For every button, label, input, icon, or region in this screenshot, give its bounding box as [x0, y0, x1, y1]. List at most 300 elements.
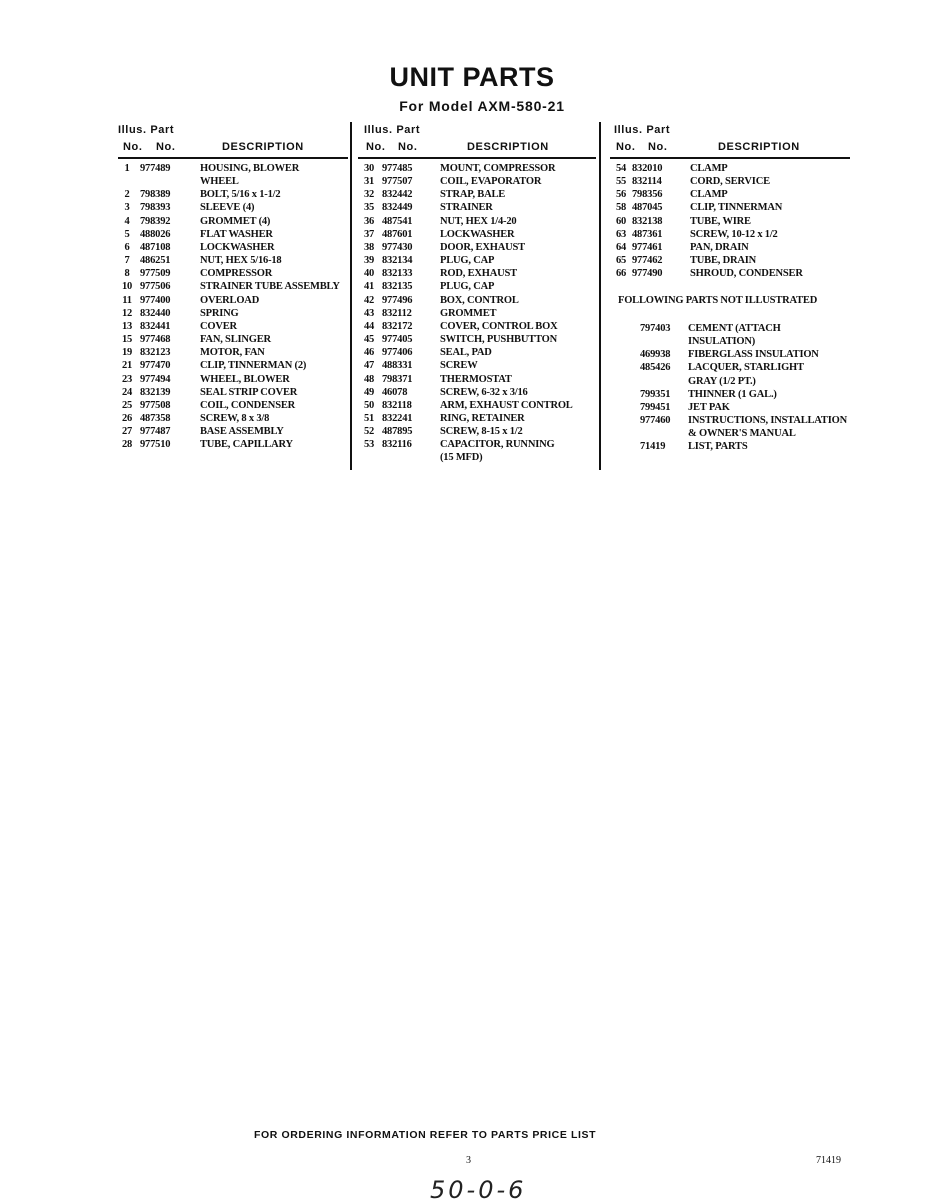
part-number: 832133 — [382, 268, 413, 280]
description-line: LOCKWASHER — [440, 228, 515, 240]
part-description — [440, 373, 573, 386]
part-description — [440, 346, 573, 359]
part-description — [440, 201, 573, 214]
table-row — [612, 267, 803, 280]
description-line: NUT, HEX 1/4-20 — [440, 215, 517, 227]
part-number: 832116 — [382, 439, 412, 451]
illus-number: 4 — [124, 215, 130, 227]
description-line: SEAL, PAD — [440, 347, 492, 359]
part-description — [200, 280, 340, 293]
description-line: COIL, EVAPORATOR — [440, 176, 542, 188]
part-description — [690, 254, 803, 267]
part-number: 977490 — [632, 268, 663, 280]
table-row — [118, 201, 340, 214]
table-row — [118, 438, 340, 451]
header-rule — [118, 157, 348, 159]
description-line: JET PAK — [688, 401, 730, 413]
description-line: HOUSING, BLOWER — [200, 163, 300, 174]
header-illus: Illus. — [614, 124, 643, 136]
parts-list — [118, 162, 340, 451]
description-line: ARM, EXHAUST CONTROL — [440, 399, 573, 411]
part-description — [200, 359, 340, 372]
illus-number: 66 — [615, 268, 627, 280]
table-row — [118, 412, 340, 425]
part-description — [200, 215, 340, 228]
part-number: 977462 — [632, 255, 663, 267]
part-description — [440, 359, 573, 372]
description-line: LOCKWASHER — [200, 241, 275, 253]
illus-number: 43 — [363, 307, 375, 319]
table-row — [118, 241, 340, 254]
part-description — [440, 412, 573, 425]
table-row — [118, 294, 340, 307]
table-row — [118, 399, 340, 412]
part-number: 832139 — [140, 386, 171, 398]
description-line: THINNER (1 GAL.) — [688, 388, 777, 400]
part-number: 832442 — [382, 189, 413, 201]
part-number: 977405 — [382, 334, 413, 346]
table-row — [118, 280, 340, 293]
description-line: ROD, EXHAUST — [440, 268, 517, 280]
part-number: 832123 — [140, 347, 171, 359]
part-description — [200, 241, 340, 254]
illus-number: 41 — [363, 281, 375, 293]
description-line: INSTRUCTIONS, INSTALLATION — [688, 415, 847, 427]
part-number: 977460 — [640, 415, 671, 427]
illus-number: 11 — [122, 294, 132, 306]
description-line: TUBE, WIRE — [690, 215, 751, 227]
header-illus: Illus. — [364, 124, 393, 136]
part-number: 469938 — [640, 349, 671, 361]
part-number: 977470 — [140, 360, 171, 372]
description-line: OVERLOAD — [200, 294, 260, 306]
part-description — [440, 267, 573, 280]
header-part-no: No. — [156, 141, 176, 153]
illus-number: 65 — [615, 255, 627, 267]
illus-number: 28 — [121, 439, 133, 451]
description-line: BOX, CONTROL — [440, 294, 519, 306]
header-rule — [358, 157, 596, 159]
header-part: Part — [646, 124, 671, 136]
part-number: 832134 — [382, 255, 413, 267]
part-description — [440, 241, 573, 254]
description-line: COIL, CONDENSER — [200, 399, 296, 411]
part-description — [688, 440, 847, 453]
description-line: PLUG, CAP — [440, 255, 495, 267]
illus-number: 36 — [363, 215, 375, 227]
part-number: 798393 — [140, 202, 171, 214]
table-row — [360, 399, 573, 412]
illus-number: 30 — [363, 163, 375, 174]
illus-number: 54 — [615, 163, 627, 174]
part-description — [200, 425, 340, 438]
illus-number: 27 — [121, 426, 133, 438]
part-number: 487601 — [382, 228, 413, 240]
part-number: 797403 — [640, 323, 671, 334]
description-line: FLAT WASHER — [200, 228, 273, 240]
illus-number: 46 — [363, 347, 375, 359]
table-row — [612, 188, 803, 201]
illus-number: 24 — [121, 386, 133, 398]
illus-number: 7 — [124, 255, 130, 267]
description-line: THERMOSTAT — [440, 373, 512, 385]
description-line: GROMMET (4) — [200, 215, 271, 227]
illus-number: 37 — [363, 228, 375, 240]
table-row — [612, 254, 803, 267]
description-line: SLEEVE (4) — [200, 202, 255, 214]
part-number: 488026 — [140, 228, 171, 240]
description-line: MOTOR, FAN — [200, 347, 265, 359]
part-description — [200, 346, 340, 359]
header-part: Part — [396, 124, 421, 136]
table-row — [118, 162, 340, 188]
description-line: CLIP, TINNERMAN (2) — [200, 360, 307, 372]
description-line: PLUG, CAP — [440, 281, 495, 293]
part-description — [440, 215, 573, 228]
part-number: 487045 — [632, 202, 663, 214]
illus-number: 53 — [363, 439, 375, 451]
description-line: WHEEL — [200, 176, 239, 188]
table-row — [360, 228, 573, 241]
table-row — [118, 307, 340, 320]
part-description — [200, 254, 340, 267]
illus-number: 38 — [363, 241, 375, 253]
part-description — [690, 188, 803, 201]
part-description — [440, 162, 573, 175]
table-row — [118, 346, 340, 359]
part-description — [690, 162, 803, 175]
part-number: 486251 — [140, 255, 171, 267]
illus-number: 12 — [121, 307, 133, 319]
description-line: SCREW, 6-32 x 3/16 — [440, 386, 528, 398]
description-line: SWITCH, PUSHBUTTON — [440, 334, 557, 346]
part-description — [440, 425, 573, 438]
part-description — [688, 388, 847, 401]
parts-list — [360, 162, 573, 465]
model-subtitle: For Model AXM-580-21 — [399, 98, 565, 114]
table-row — [360, 373, 573, 386]
part-description — [200, 307, 340, 320]
part-number: 487361 — [632, 228, 663, 240]
part-description — [440, 333, 573, 346]
not-illustrated-list — [612, 322, 847, 454]
illus-number: 5 — [124, 228, 130, 240]
part-description — [440, 188, 573, 201]
part-number: 832118 — [382, 399, 412, 411]
part-description — [200, 320, 340, 333]
illus-number: 49 — [363, 386, 375, 398]
table-row — [612, 241, 803, 254]
description-line: SPRING — [200, 307, 239, 319]
illus-number: 6 — [124, 241, 130, 253]
part-number: 832135 — [382, 281, 413, 293]
part-description — [200, 333, 340, 346]
illus-number: 55 — [615, 176, 627, 188]
description-line: STRAINER TUBE ASSEMBLY — [200, 281, 340, 293]
header-rule — [610, 157, 850, 159]
description-line: SEAL STRIP COVER — [200, 386, 298, 398]
description-line: CLAMP — [690, 163, 728, 174]
part-number: 977487 — [140, 426, 171, 438]
part-number: 485426 — [640, 362, 671, 374]
description-line: CAPACITOR, RUNNING — [440, 439, 555, 451]
description-line: PAN, DRAIN — [690, 241, 749, 253]
illus-number: 40 — [363, 268, 375, 280]
description-line: STRAP, BALE — [440, 189, 506, 201]
part-number: 977400 — [140, 294, 171, 306]
header-description: DESCRIPTION — [718, 141, 800, 153]
illus-number: 39 — [363, 255, 375, 267]
part-number: 71419 — [640, 441, 666, 453]
description-line: WHEEL, BLOWER — [200, 373, 290, 385]
illus-number: 52 — [363, 426, 375, 438]
description-line: CLIP, TINNERMAN — [690, 202, 783, 214]
description-line: FIBERGLASS INSULATION — [688, 349, 819, 361]
part-description — [688, 401, 847, 414]
illus-number: 51 — [363, 412, 375, 424]
part-description — [440, 438, 573, 464]
description-line: SCREW, 8 x 3/8 — [200, 412, 270, 424]
description-line: GROMMET — [440, 307, 497, 319]
part-description — [200, 294, 340, 307]
part-number: 832114 — [632, 176, 662, 188]
part-description — [440, 175, 573, 188]
table-row — [360, 267, 573, 280]
table-row — [118, 188, 340, 201]
part-number: 798371 — [382, 373, 413, 385]
part-number: 977468 — [140, 334, 171, 346]
description-line: SCREW — [440, 360, 478, 372]
header-part-no: No. — [398, 141, 418, 153]
table-row — [360, 307, 573, 320]
part-description — [440, 320, 573, 333]
part-description — [690, 215, 803, 228]
table-row — [118, 386, 340, 399]
table-row — [118, 359, 340, 372]
page-title: UNIT PARTS — [389, 62, 555, 92]
description-line: SCREW, 10-12 x 1/2 — [690, 228, 778, 240]
part-description — [200, 373, 340, 386]
illus-number: 56 — [615, 189, 627, 201]
part-number: 832010 — [632, 163, 663, 174]
description-line: LACQUER, STARLIGHT — [688, 362, 804, 374]
part-description — [688, 361, 847, 387]
part-description — [440, 280, 573, 293]
illus-number: 2 — [124, 189, 130, 201]
table-row — [360, 346, 573, 359]
table-row — [612, 440, 847, 453]
illus-number: 50 — [363, 399, 375, 411]
description-line: COVER — [200, 320, 237, 332]
part-description — [440, 386, 573, 399]
part-description — [688, 414, 847, 440]
parts-list — [612, 162, 803, 280]
part-description — [200, 267, 340, 280]
table-row — [612, 215, 803, 228]
table-row — [360, 359, 573, 372]
table-row — [360, 175, 573, 188]
part-description — [440, 254, 573, 267]
description-line: COMPRESSOR — [200, 268, 273, 280]
illus-number: 21 — [121, 360, 133, 372]
description-line: STRAINER — [440, 202, 493, 214]
table-row — [360, 188, 573, 201]
part-description — [440, 307, 573, 320]
header-illus: Illus. — [118, 124, 147, 136]
column-divider — [350, 122, 352, 470]
part-description — [688, 348, 847, 361]
illus-number: 45 — [363, 334, 375, 346]
table-row — [612, 388, 847, 401]
header-no: No. — [123, 141, 143, 153]
part-number: 798392 — [140, 215, 171, 227]
part-number: 487358 — [140, 412, 171, 424]
table-row — [118, 425, 340, 438]
description-line: RING, RETAINER — [440, 412, 525, 424]
table-row — [360, 333, 573, 346]
header-part-no: No. — [648, 141, 668, 153]
part-number: 977430 — [382, 241, 413, 253]
table-row — [118, 373, 340, 386]
table-row — [118, 254, 340, 267]
table-row — [118, 215, 340, 228]
part-number: 487108 — [140, 241, 171, 253]
table-row — [612, 361, 847, 387]
table-row — [360, 201, 573, 214]
part-description — [200, 412, 340, 425]
part-number: 977509 — [140, 268, 171, 280]
part-number: 977485 — [382, 163, 413, 174]
part-description — [690, 228, 803, 241]
table-row — [118, 333, 340, 346]
table-row — [360, 294, 573, 307]
table-row — [360, 412, 573, 425]
illus-number: 48 — [363, 373, 375, 385]
table-row — [612, 322, 847, 348]
page-number: 3 — [466, 1155, 471, 1166]
illus-number: 25 — [121, 399, 133, 411]
part-number: 832138 — [632, 215, 663, 227]
table-row — [360, 425, 573, 438]
description-line: FAN, SLINGER — [200, 334, 271, 346]
illus-number: 32 — [363, 189, 375, 201]
part-description — [200, 399, 340, 412]
part-number: 977510 — [140, 439, 171, 451]
part-description — [200, 386, 340, 399]
ordering-note: FOR ORDERING INFORMATION REFER TO PARTS PRICE LIST — [254, 1129, 597, 1141]
table-row — [360, 280, 573, 293]
part-number: 46078 — [382, 386, 408, 398]
description-line: DOOR, EXHAUST — [440, 241, 525, 253]
illus-number: 63 — [615, 228, 627, 240]
part-description — [440, 399, 573, 412]
part-description — [690, 241, 803, 254]
table-row — [612, 162, 803, 175]
table-row — [612, 175, 803, 188]
illus-number: 44 — [363, 320, 375, 332]
document-number: 71419 — [816, 1155, 841, 1166]
part-number: 832449 — [382, 202, 413, 214]
part-number: 977508 — [140, 399, 171, 411]
header-no: No. — [366, 141, 386, 153]
part-description — [440, 294, 573, 307]
illus-number: 19 — [121, 347, 133, 359]
illus-number: 47 — [363, 360, 375, 372]
part-number: 977406 — [382, 347, 413, 359]
description-line: CEMENT (ATTACH — [688, 323, 781, 334]
description-line: BASE ASSEMBLY — [200, 426, 284, 438]
part-description — [200, 188, 340, 201]
illus-number: 60 — [615, 215, 627, 227]
column-divider — [599, 122, 601, 470]
illus-number: 3 — [124, 202, 130, 214]
table-row — [118, 320, 340, 333]
part-number: 487541 — [382, 215, 413, 227]
description-line: CORD, SERVICE — [690, 176, 770, 188]
description-line: NUT, HEX 5/16-18 — [200, 255, 282, 267]
not-illustrated-heading: FOLLOWING PARTS NOT ILLUSTRATED — [618, 295, 818, 306]
description-line: TUBE, CAPILLARY — [200, 439, 293, 451]
part-description — [440, 228, 573, 241]
part-number: 488331 — [382, 360, 413, 372]
illus-number: 42 — [363, 294, 375, 306]
part-number: 832440 — [140, 307, 171, 319]
description-line: INSULATION) — [688, 336, 756, 348]
description-line: TUBE, DRAIN — [690, 255, 757, 267]
part-number: 832112 — [382, 307, 412, 319]
part-description — [200, 228, 340, 241]
part-description — [200, 438, 340, 451]
illus-number: 1 — [124, 163, 130, 174]
illus-number: 31 — [363, 176, 375, 188]
table-row — [360, 215, 573, 228]
description-line: MOUNT, COMPRESSOR — [440, 163, 556, 174]
description-line: BOLT, 5/16 x 1-1/2 — [200, 189, 281, 201]
part-number: 977506 — [140, 281, 171, 293]
description-line: COVER, CONTROL BOX — [440, 320, 558, 332]
description-line: GRAY (1/2 PT.) — [688, 375, 756, 387]
handwritten-note: 50-0-6 — [430, 1176, 527, 1204]
table-row — [360, 162, 573, 175]
part-description — [690, 175, 803, 188]
description-line: CLAMP — [690, 189, 728, 201]
table-row — [612, 401, 847, 414]
header-description: DESCRIPTION — [467, 141, 549, 153]
table-row — [612, 414, 847, 440]
part-description — [200, 201, 340, 214]
part-number: 977489 — [140, 163, 171, 174]
part-number: 977507 — [382, 176, 413, 188]
illus-number: 8 — [124, 268, 130, 280]
description-line: LIST, PARTS — [688, 441, 748, 453]
illus-number: 15 — [121, 334, 133, 346]
part-description — [688, 322, 847, 348]
illus-number: 23 — [121, 373, 133, 385]
table-row — [612, 201, 803, 214]
part-description — [690, 201, 803, 214]
illus-number: 64 — [615, 241, 627, 253]
illus-number: 13 — [121, 320, 133, 332]
part-description — [200, 162, 340, 188]
illus-number: 58 — [615, 202, 627, 214]
part-description — [690, 267, 803, 280]
part-number: 977461 — [632, 241, 663, 253]
part-number: 799351 — [640, 388, 671, 400]
part-number: 977494 — [140, 373, 171, 385]
part-number: 832241 — [382, 412, 413, 424]
table-row — [360, 241, 573, 254]
part-number: 798389 — [140, 189, 171, 201]
